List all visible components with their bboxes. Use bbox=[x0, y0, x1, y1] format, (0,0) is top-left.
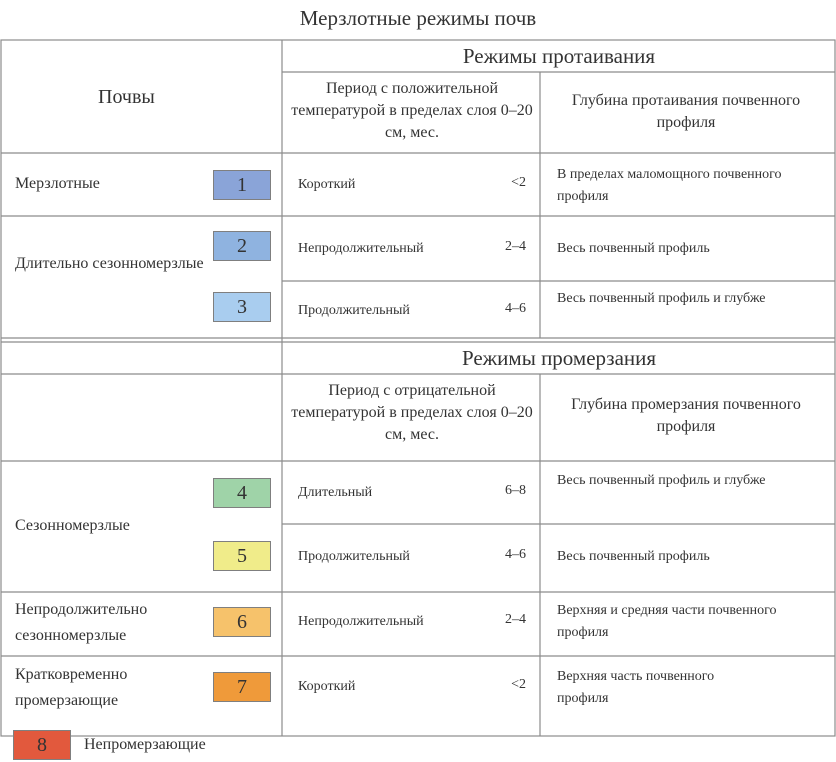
depth-description: Весь почвенный профиль bbox=[557, 241, 710, 256]
depth-description: Верхняя и средняя части почвенного профиля bbox=[557, 603, 777, 640]
freeze-period-column-header: Период с отрицательной температурой в пределах слоя 0–20 см, мес. bbox=[291, 382, 533, 443]
soils-header: Почвы bbox=[98, 86, 155, 108]
depth-description: Весь почвенный профиль и глубже bbox=[557, 473, 766, 488]
period-months: 4–6 bbox=[505, 547, 526, 562]
period-name: Короткий bbox=[298, 177, 356, 192]
thaw-depth-column-header: Глубина протаивания почвенного профиля bbox=[571, 92, 801, 131]
depth-description: Верхняя часть почвенного профиля bbox=[557, 669, 715, 706]
depth-description: Весь почвенный профиль и глубже bbox=[557, 291, 766, 306]
legend-label-8: Непромерзающие bbox=[84, 736, 206, 753]
depth-description: В пределах маломощного почвенного профиля bbox=[557, 167, 782, 204]
thaw-regimes-header: Режимы протаивания bbox=[462, 44, 656, 68]
period-months: 2–4 bbox=[505, 612, 526, 627]
legend-swatch-4: 4 bbox=[213, 478, 271, 508]
soil-group-label: Длительно сезонномерзлые bbox=[15, 255, 204, 272]
period-name: Непродолжительный bbox=[298, 614, 424, 629]
legend-swatch-1: 1 bbox=[213, 170, 271, 200]
period-name: Короткий bbox=[298, 679, 356, 694]
legend-swatch-3: 3 bbox=[213, 292, 271, 322]
period-months: <2 bbox=[511, 175, 526, 190]
period-months: 4–6 bbox=[505, 301, 526, 316]
thaw-period-column-header: Период с положительной температурой в пределах слоя 0–20 см, мес. bbox=[291, 80, 533, 141]
period-months: <2 bbox=[511, 677, 526, 692]
page-title: Мерзлотные режимы почв bbox=[299, 6, 537, 30]
period-name: Продолжительный bbox=[298, 303, 410, 318]
period-name: Продолжительный bbox=[298, 549, 410, 564]
depth-description: Весь почвенный профиль bbox=[557, 549, 710, 564]
soil-group-label: Непродолжительно сезонномерзлые bbox=[15, 601, 148, 644]
period-name: Длительный bbox=[298, 485, 373, 500]
period-months: 6–8 bbox=[505, 483, 526, 498]
period-months: 2–4 bbox=[505, 239, 526, 254]
legend-swatch-7: 7 bbox=[213, 672, 271, 702]
period-name: Непродолжительный bbox=[298, 241, 424, 256]
soil-group-label: Мерзлотные bbox=[15, 175, 100, 192]
legend-swatch-6: 6 bbox=[213, 607, 271, 637]
soil-group-label: Сезонномерзлые bbox=[15, 517, 130, 534]
legend-swatch-8: 8 bbox=[13, 730, 71, 760]
legend-swatch-5: 5 bbox=[213, 541, 271, 571]
legend-swatch-2: 2 bbox=[213, 231, 271, 261]
soil-group-label: Кратковременно промерзающие bbox=[15, 666, 128, 709]
freeze-regimes-header: Режимы промерзания bbox=[461, 346, 657, 370]
freeze-depth-column-header: Глубина промерзания почвенного профиля bbox=[571, 396, 801, 435]
